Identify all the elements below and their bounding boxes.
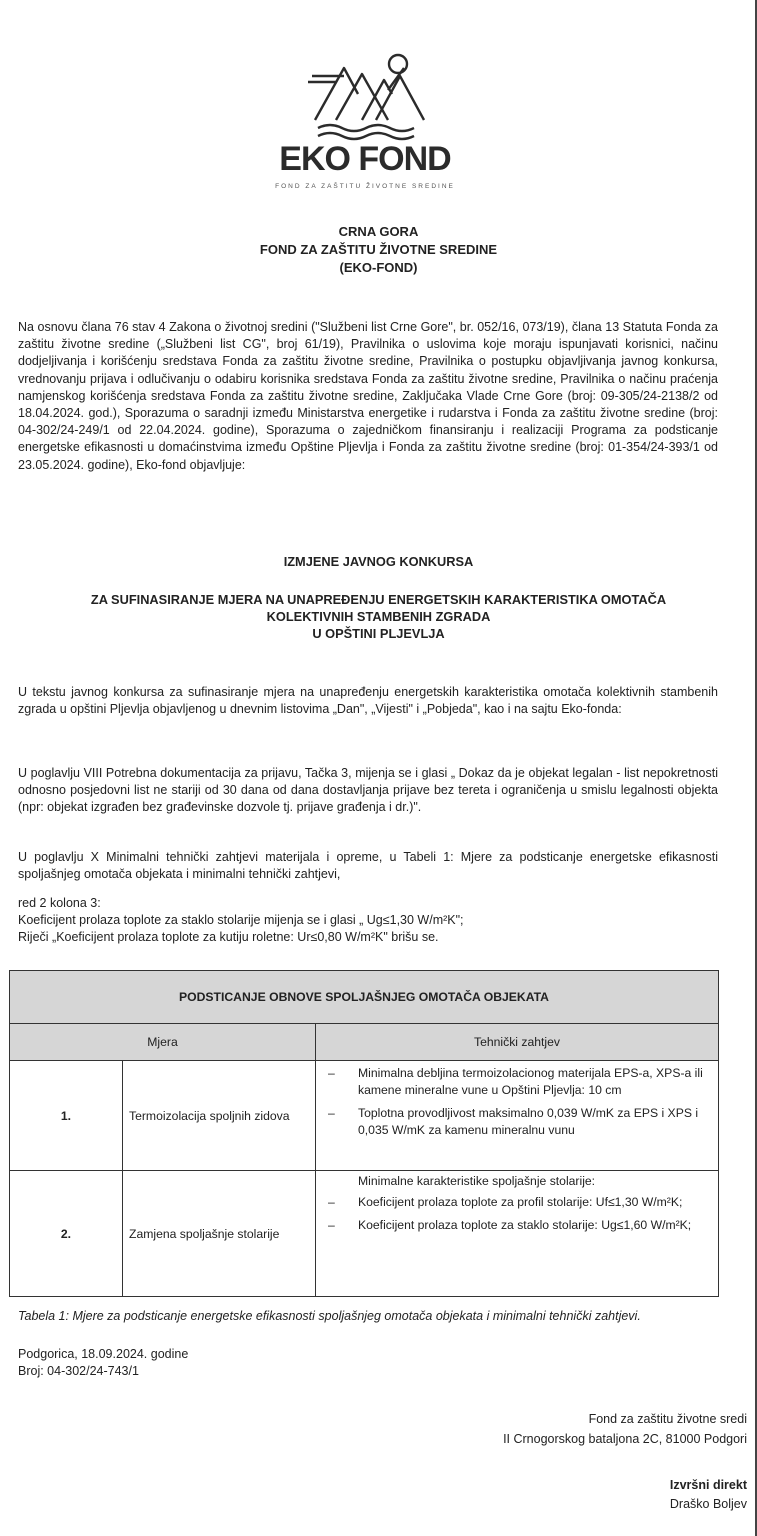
- requirement-item: – Toplotna provodljivost maksimalno 0,039 W/mK za EPS i XPS i 0,035 W/mK za kamenu mineralnu vunu: [328, 1106, 699, 1137]
- body-line-change: Koeficijent prolaza toplote za staklo stolarije mijenja se i glasi „ Ug≤1,30 W/m²K";: [18, 913, 464, 927]
- requirement-text: Toplotna provodljivost maksimalno 0,039 W/mK za EPS i XPS i 0,035 W/mK za kamenu mineralnu vunu: [358, 1106, 699, 1137]
- body-paragraph-2: U poglavlju VIII Potrebna dokumentacija za prijavu, Tačka 3, mijenja se i glasi „ Dokaz da je objekat legalan - list nepokretnosti odnosno posjedovni list ne stariji od 30 dana od dana dostavljanja prijave bez tereta i ograničenja u smislu legalnosti objekta (npr: objekat izgrađen bez građevinske dozvole tj. prijave građenja i dr.)".: [18, 766, 718, 815]
- document-subtitle-2: KOLEKTIVNIH STAMBENIH ZGRADA: [266, 609, 491, 624]
- header-abbr: (EKO-FOND): [339, 260, 418, 275]
- footer-organization: Fond za zaštitu životne sredi: [588, 1412, 747, 1426]
- requirement-text: Minimalna debljina termoizolacionog materijala EPS-a, XPS-a ili kamene mineralne vune u Opštini Pljevlja: 10 cm: [358, 1066, 703, 1097]
- requirement-item: – Koeficijent prolaza toplote za profil stolarije: Uf≤1,30 W/m²K;: [328, 1195, 683, 1209]
- row-measure: Zamjena spoljašnje stolarije: [123, 1171, 316, 1297]
- table-header-requirement: Tehnički zahtjev: [316, 1024, 719, 1061]
- row-requirements: [316, 1061, 719, 1171]
- document-title: IZMJENE JAVNOG KONKURSA: [283, 554, 474, 569]
- body-line-row: red 2 kolona 3:: [18, 896, 101, 910]
- table-header-measure: Mjera: [10, 1024, 316, 1061]
- row-requirements: [316, 1171, 719, 1297]
- footer-address: II Crnogorskog bataljona 2C, 81000 Podgori: [503, 1432, 747, 1446]
- place-date: Podgorica, 18.09.2024. godine: [18, 1347, 189, 1361]
- body-paragraph-1: U tekstu javnog konkursa za sufinasiranje mjera na unapređenju energetskih karakteristika omotača kolektivnih stambenih zgrada u opštini Pljevlja objavljenog u dnevnim listovima „Dan", „Vijesti" i „Pobjeda", kao i na sajtu Eko-fonda:: [18, 685, 718, 717]
- requirement-item: – Koeficijent prolaza toplote za staklo stolarije: Ug≤1,60 W/m²K;: [328, 1218, 692, 1232]
- table-row: [10, 1171, 719, 1297]
- document-subtitle-3: U OPŠTINI PLJEVLJA: [312, 626, 445, 641]
- requirement-text: Koeficijent prolaza toplote za profil stolarije: Uf≤1,30 W/m²K;: [358, 1195, 683, 1209]
- intro-paragraph: Na osnovu člana 76 stav 4 Zakona o životnoj sredini ("Službeni list Crne Gore", br. 052/16, 073/19), člana 13 Statuta Fonda za zaštitu životne sredine („Službeni list CG", broj 61/19), Pravilnika o uslovima koje moraju ispunjavati korisnici, načinu dodjeljivanja i korišćenju sredstava Fonda za zaštitu životne sredine, Pravilnika o postupku objavljivanja javnog konkursa, vrednovanju prijava i odlučivanju o odabiru korisnika sredstava Fonda za zaštitu životne sredine, Pravilnika o načinu praćenja namjenskog korišćenja sredstava Fonda za zaštitu životne sredine, Zaključaka Vlade Crne Gore (broj: 09-305/24-2138/2 od 18.04.2024. god.), Sporazuma o saradnji između Ministarstva energetike i rudarstva i Fonda za zaštitu životne sredine (broj: 04-302/24-249/1 od 22.04.2024. godine), Sporazuma o zajedničkom finansiranju i realizaciji Programa za podsticanje energetske efikasnosti u domaćinstvima između Opštine Pljevlja i Fonda za zaštitu životne sredine (broj: 01-354/24-393/1 od 23.05.2024. godine), Eko-fond objavljuje:: [18, 320, 718, 472]
- table-row: [10, 1061, 719, 1171]
- signatory-role: Izvršni direkt: [669, 1478, 747, 1492]
- header-country: CRNA GORA: [338, 224, 419, 239]
- row-measure: Termoizolacija spoljnih zidova: [123, 1061, 316, 1171]
- signatory-name: Draško Boljev: [669, 1497, 747, 1511]
- table-caption: Tabela 1: Mjere za podsticanje energetske efikasnosti spoljašnjeg omotača objekata i minimalni tehnički zahtjevi.: [18, 1309, 641, 1323]
- row-number: 2.: [10, 1171, 123, 1297]
- body-paragraph-3: U poglavlju X Minimalni tehnički zahtjevi materijala i opreme, u Tabeli 1: Mjere za podsticanje energetske efikasnosti spoljašnjeg omotača objekata i minimalni tehnički zahtjevi,: [18, 850, 718, 882]
- requirements-table: [9, 970, 719, 1297]
- requirement-item: – Minimalna debljina termoizolacionog materijala EPS-a, XPS-a ili kamene mineralne vune u Opštini Pljevlja: 10 cm: [328, 1066, 703, 1097]
- requirement-intro: Minimalne karakteristike spoljašnje stolarije:: [358, 1174, 596, 1188]
- table-title: PODSTICANJE OBNOVE SPOLJAŠNJEG OMOTAČA OBJEKATA: [10, 971, 719, 1024]
- body-line-delete: Riječi „Koeficijent prolaza toplote za kutiju roletne: Ur≤0,80 W/m²K" brišu se.: [18, 930, 439, 944]
- requirement-text: Koeficijent prolaza toplote za staklo stolarije: Ug≤1,60 W/m²K;: [358, 1218, 692, 1232]
- eko-fond-logo: [265, 50, 465, 195]
- row-number: 1.: [10, 1061, 123, 1171]
- document-number: Broj: 04-302/24-743/1: [18, 1364, 139, 1378]
- mountain-logo-icon: [300, 50, 430, 142]
- header-fund: FOND ZA ZAŠTITU ŽIVOTNE SREDINE: [259, 242, 498, 257]
- document-subtitle-1: ZA SUFINASIRANJE MJERA NA UNAPREĐENJU ENERGETSKIH KARAKTERISTIKA OMOTAČA: [90, 592, 667, 607]
- brand-tagline: FOND ZA ZAŠTITU ŽIVOTNE SREDINE: [275, 183, 455, 190]
- brand-name: EKO FOND: [279, 140, 451, 178]
